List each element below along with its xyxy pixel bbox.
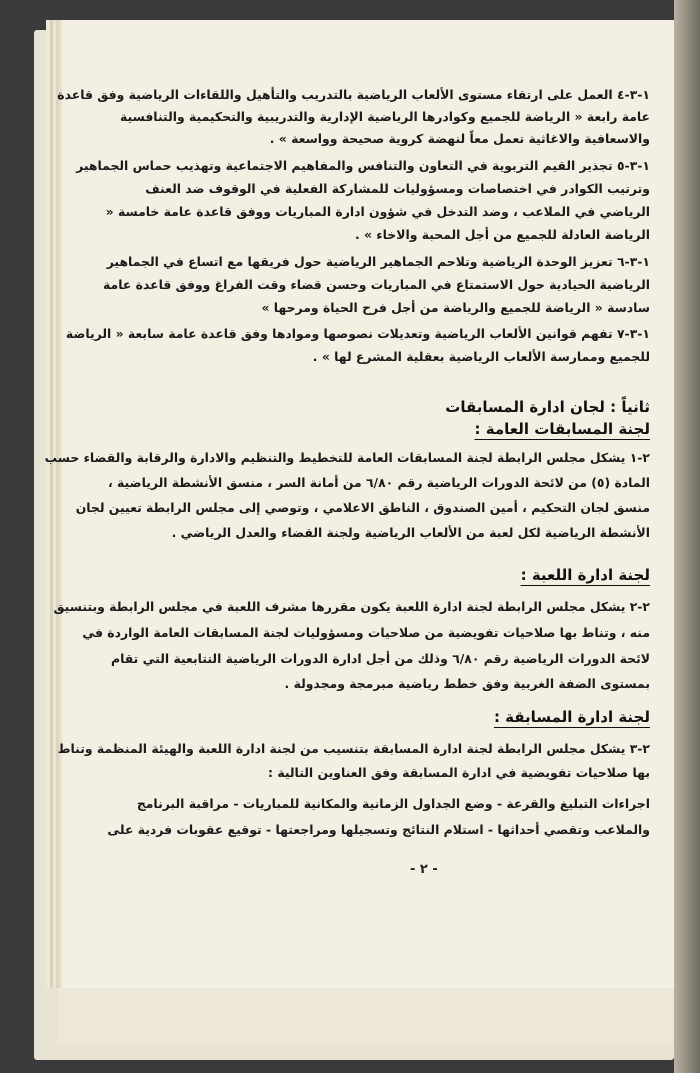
text-line: ١-٣-٤ العمل على ارتقاء مستوى الألعاب الرياضية بالتدريب والتأهيل واللقاءات الرياضية وفق قاعدة: [57, 87, 650, 102]
text-line: والاسعافية والاغاثية تعمل معاً لنهضة كروية صحيحة وواسعة » .: [269, 131, 650, 146]
text-line: اجراءات التبليغ والقرعة - وضع الجداول الزمانية والمكانية للمباريات - مراقبة البرنامج: [136, 796, 650, 811]
text-line: وترتيب الكوادر في اختصاصات ومسؤوليات للمشاركة الفعلية في الوقوف ضد العنف: [145, 181, 650, 196]
text-line: ١-٣-٥ تجذير القيم التربوية في التعاون والتنافس والمفاهيم الاجتماعية وتهذيب حماس الجماهير: [76, 158, 650, 173]
text-line: منسق لجان التحكيم ، أمين الصندوق ، الناطق الاعلامي ، وتوصي إلى مجلس الرابطة تعيين لجان: [75, 500, 650, 515]
text-line: عامة رابعة « الرياضة للجميع وكوادرها الرياضية الإدارية والتدريبية والتحكيمية والتنافسية: [120, 109, 650, 124]
text-line: سادسة « الرياضة للجميع والرياضة من أجل فرح الحياة ومرحها »: [261, 300, 650, 315]
text-line: ٢-١ يشكل مجلس الرابطة لجنة المسابقات العامة للتخطيط والتنظيم والادارة والرقابة والقضاء حسب: [44, 450, 650, 465]
text-line: الأنشطة الرياضية لكل لعبة من الألعاب الرياضية ولجنة القضاء والعدل الرياضي .: [171, 525, 650, 540]
subsection-heading: لجنة ادارة المسابقة :: [493, 708, 650, 726]
text-line: الرياضية الحيادية حول الاستمتاع في المباريات وحسن قضاء وقت الفراغ ووفق قاعدة عامة: [103, 277, 650, 292]
text-line: لائحة الدورات الرياضية رقم ٦/٨٠ وذلك من أجل ادارة الدورات الرياضية التتابعية التي تقام: [111, 651, 650, 666]
text-line: ٢-٢ يشكل مجلس الرابطة لجنة ادارة اللعبة يكون مقررها مشرف اللعبة في مجلس الرابطة وبتنسيق: [53, 599, 650, 614]
page-number: - ٢ -: [410, 862, 438, 877]
book-spine: [674, 0, 700, 1073]
text-line: منه ، وتناط بها صلاحيات تفويضية من صلاحيات ومسؤوليات لجنة المسابقات العامة الواردة في: [82, 625, 650, 640]
text-line: بمستوى الضفة الغربية وفق خطط رياضية مبرمجة ومجدولة .: [284, 676, 650, 691]
section-heading: ثانياً : لجان ادارة المسابقات: [445, 398, 650, 416]
text-line: بها صلاحيات تفويضية في ادارة المسابقة وفق العناوين التالية :: [268, 765, 650, 780]
text-line: الرياضي في الملاعب ، وضد التدخل في شؤون ادارة المباريات ووفق قاعدة عامة خامسة «: [105, 204, 650, 219]
text-line: ١-٣-٦ تعزيز الوحدة الرياضية وتلاحم الجماهير الرياضية حول فريقها مع اتساع في الجماهير: [106, 254, 650, 269]
subsection-heading: لجنة المسابقات العامة :: [474, 420, 650, 438]
text-line: والملاعب وتقصي أحداثها - استلام النتائج وتسجيلها ومراجعتها - توقيع عقوبات فردية على: [107, 822, 650, 837]
text-line: الرياضة العادلة للجميع من أجل المحبة والاخاء » .: [354, 227, 650, 242]
subsection-heading: لجنة ادارة اللعبة :: [520, 566, 650, 584]
text-line: المادة (٥) من لائحة الدورات الرياضية رقم ٦/٨٠ من أمانة السر ، منسق الأنشطة الرياضية ،: [108, 475, 650, 490]
page-bottom-edge: [58, 985, 676, 1043]
text-line: ١-٣-٧ تفهم قوانين الألعاب الرياضية وتعديلات نصوصها وموادها وفق قاعدة عامة سابعة « الرياضة: [65, 326, 650, 341]
text-line: ٢-٣ يشكل مجلس الرابطة لجنة ادارة المسابقة بتنسيب من لجنة ادارة اللعبة والهيئة المنظمة وتناط: [57, 741, 650, 756]
text-line: للجميع وممارسة الألعاب الرياضية بعقلية المشرع لها » .: [312, 349, 650, 364]
